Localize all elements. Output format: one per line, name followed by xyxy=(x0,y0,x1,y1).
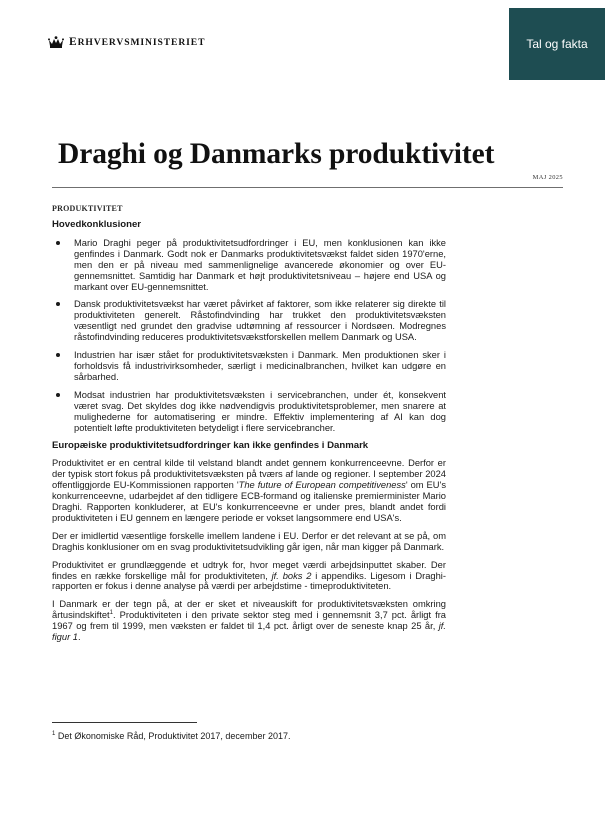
crown-icon xyxy=(48,36,64,48)
key-conclusions-heading: Hovedkonklusioner xyxy=(52,218,142,230)
bullet-icon xyxy=(56,302,60,306)
section-label: PRODUKTIVITET xyxy=(52,204,123,213)
paragraph-competitiveness: Produktivitet er en central kilde til velstand blandt andet gennem konkurrenceevne. Derfor er der typisk stort fokus på produktivitetsvæksten på tværs af lande og regioner. I september 2024 offentliggjorde EU-Kommissionen rapporten 'The future of European competitiveness' om EU's konkurrenceevne, udarbejdet af den tidligere ECB-formand og italienske premierminister Mario Draghi. Rapporten konkluderer, at EU's konkurrenceevne er under pres, blandt andet fordi produktiviteten i EU gennem en længere periode er vokset langsommere end USA's. xyxy=(52,458,446,523)
main-content xyxy=(52,204,446,650)
bullet-icon xyxy=(56,241,60,245)
key-conclusions-list xyxy=(52,238,446,434)
section-heading: Europæiske produktivitetsudfordringer kan ikke genfindes i Danmark xyxy=(52,440,369,452)
bullet-icon xyxy=(56,393,60,397)
paragraph-level-shift: I Danmark er der tegn på, at der er sket et niveauskift for produktivitetsvæksten omkring årtusindskiftet$^1$. Produktiviteten i den private sektor steg med i gennemsnit 3,7 pct. årligt fra 1967 og frem til 1999, men væksten er faldet til 1,4 pct. årligt over de seneste knap 25 år, jf. figur 1. xyxy=(52,599,446,643)
list-item: Industrien har især stået for produktivitetsvæksten i Danmark. Men produktionen sker i forholdsvis få industrivirksomheder, særligt i medicinalbranchen, hvilket kan udgøre en sårbarhed. xyxy=(52,350,446,383)
list-item: Mario Draghi peger på produktivitetsudfordringer i EU, men konklusionen kan ikke genfindes i Danmark. Godt nok er Danmarks produktivitetsvækst faldet siden 1970'erne, men den er på niveau med sammenlignelige avancerede økonomier og over EU-gennemsnittet. Samtidig har Danmark et højt produktivitetsniveau – højere end USA og markant over EU-gennemsnittet. xyxy=(52,238,446,293)
paragraph-productivity-definition: Produktivitet er grundlæggende et udtryk for, hvor meget værdi arbejdsinputtet skaber. Der findes en række forskellige mål for produktiviteten, jf. boks 2 i appendiks. Ligesom i Draghi-rapporten er fokus i denne analyse på værdi per arbejdstime - timeproduktiviteten. xyxy=(52,559,446,592)
category-tag-label: Tal og fakta xyxy=(526,37,588,51)
title-divider xyxy=(52,187,563,188)
footnote-divider xyxy=(52,722,197,723)
publication-date: MAJ 2025 xyxy=(532,174,563,181)
ministry-logo xyxy=(48,36,205,48)
bullet-icon xyxy=(56,353,60,357)
list-item: Modsat industrien har produktivitetsvæksten i servicebranchen, under ét, konsekvent været svag. Det skyldes dog ikke nødvendigvis produktivitetsproblemer, men snarere at mulighederne for automatisering er mindre. Effektiv implementering af AI kan dog potentielt løfte produktiviteten betydeligt i flere servicebrancher. xyxy=(52,390,446,434)
document-title: Draghi og Danmarks produktivitet xyxy=(58,138,495,170)
paragraph-eu-differences: Der er imidlertid væsentlige forskelle imellem landene i EU. Derfor er det relevant at se på, om Draghis konklusioner om en svag produktivitetsudvikling går igen, når man kigger på Danmark. xyxy=(52,530,446,552)
category-tag xyxy=(509,8,605,80)
list-item: Dansk produktivitetsvækst har været påvirket af faktorer, som ikke relaterer sig direkte til produktiviteten generelt. Råstofindvinding har trukket den produktivitetsvæksten væsentligt ned grundet den gradvise udtømning af ressourcer i Nordsøen. Modregnes råstofindvinding reduceres produktivitetsvækstforskellen mellem Danmark og USA. xyxy=(52,299,446,343)
footnote-ref[interactable]: 1 xyxy=(109,610,113,617)
ministry-name: ERHVERVSMINISTERIET xyxy=(69,36,206,48)
footnote: $^1$ Det Økonomiske Råd, Produktivitet 2017, december 2017. xyxy=(52,731,291,741)
